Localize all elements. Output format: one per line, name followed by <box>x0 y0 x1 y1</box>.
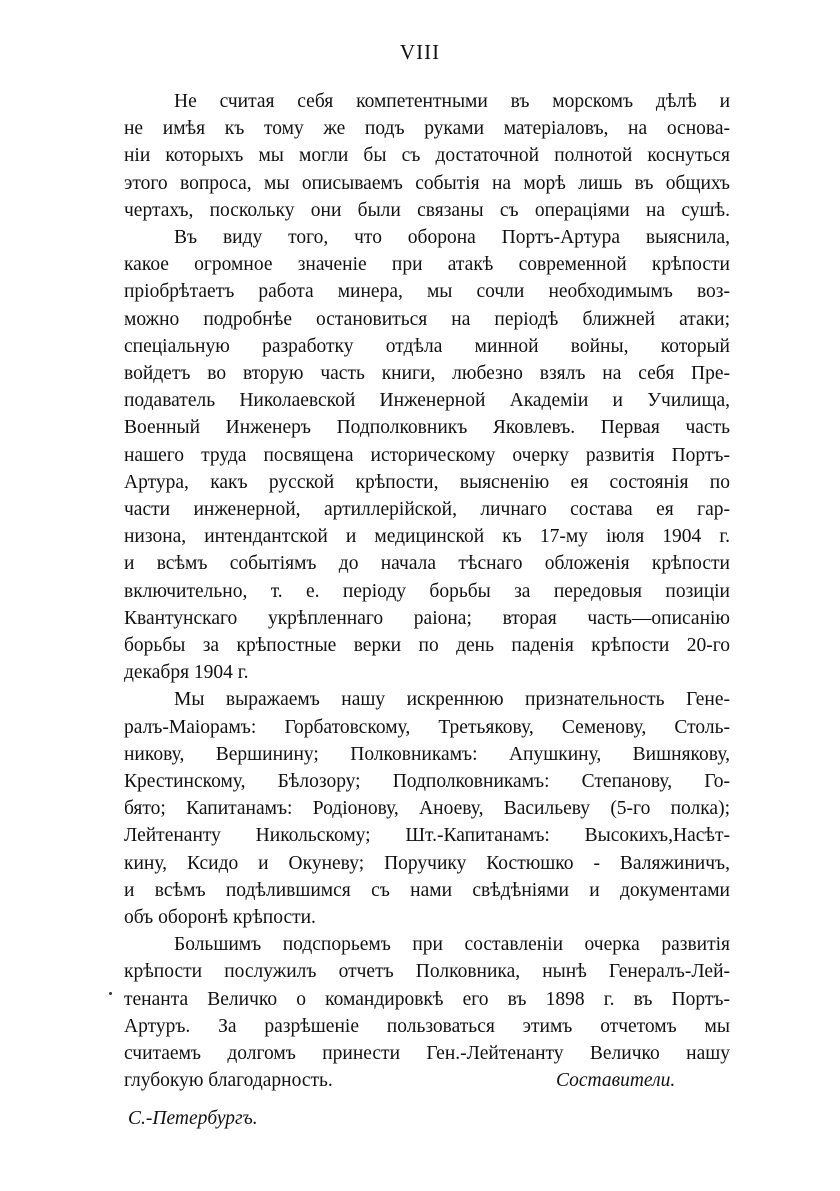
text-line: и всѣмъ подѣлившимся съ нами свѣдѣніями и документами <box>124 879 730 901</box>
text-line: тенанта Величко о командировкѣ его въ 1898 г. въ Портъ- <box>124 988 730 1010</box>
text-line: Въ виду того, что оборона Портъ-Артура выяснила, <box>174 227 730 248</box>
text-line: Артуръ. За разрѣшеніе пользоваться этимъ отчетомъ мы <box>124 1015 730 1037</box>
text-line: Квантунскаго укрѣпленнаго раіона; вторая часть—описанію <box>124 607 730 629</box>
text-line: декабря 1904 г. <box>124 662 249 684</box>
text-line: нашего труда посвящена историческому очерку развитія Портъ- <box>124 444 730 466</box>
text-line: Военный Инженеръ Подполковникъ Яковлевъ. Первая часть <box>124 417 730 439</box>
text-line: борьбы за крѣпостные верки по день паденія крѣпости 20-го <box>124 635 730 656</box>
text-line: кину, Ксидо и Окуневу; Поручику Костюшко - Валяжиничъ, <box>124 852 730 874</box>
text-line: чертахъ, поскольку они были связаны съ операціями на сушѣ. <box>124 199 730 221</box>
signature: Составители. <box>556 1070 676 1092</box>
text-line: части инженерной, артиллерійской, личнаго состава ея гар- <box>124 499 730 520</box>
print-speck <box>109 992 112 995</box>
text-line: спеціальную разработку отдѣла минной войны, который <box>124 335 730 357</box>
text-line: никову, Вершинину; Полковникамъ: Апушкину, Вишнякову, <box>124 743 730 765</box>
text-line: пріобрѣтаетъ работа минера, мы сочли необходимымъ воз- <box>124 281 730 303</box>
text-line: Крестинскому, Бѣлозору; Подполковникамъ: Степанову, Го- <box>124 771 730 792</box>
text-line: Мы выражаемъ нашу искреннюю признательность Гене- <box>174 689 730 711</box>
text-line: Артура, какъ русской крѣпости, выясненію ея состоянія по <box>124 471 730 493</box>
text-line: крѣпости послужилъ отчетъ Полковника, нынѣ Генералъ-Лей- <box>124 961 730 983</box>
text-line: не имѣя къ тому же подъ руками матеріаловъ, на основа- <box>124 118 730 140</box>
text-line: какое огромное значеніе при атакѣ современной крѣпости <box>124 254 730 276</box>
text-line: Лейтенанту Никольскому; Шт.-Капитанамъ: Высокихъ,Насѣт- <box>124 825 730 847</box>
text-line: этого вопроса, мы описываемъ событія на морѣ лишь въ общихъ <box>124 172 730 194</box>
text-line: подаватель Николаевской Инженерной Академіи и Училища, <box>124 390 730 412</box>
text-line: ралъ-Маіорамъ: Горбатовскому, Третьякову, Семенову, Столь- <box>124 716 730 738</box>
place-name: С.-Петербургъ. <box>128 1108 258 1130</box>
page-number: VIII <box>399 40 441 64</box>
text-line: ніи которыхъ мы могли бы съ достаточной полнотой коснуться <box>124 145 730 167</box>
text-line: объ оборонѣ крѣпости. <box>124 907 316 928</box>
text-line: и всѣмъ событіямъ до начала тѣснаго обложенія крѣпости <box>124 553 730 575</box>
text-line: глубокую благодарность. <box>124 1070 333 1092</box>
text-line: включительно, т. е. періоду борьбы за передовыя позиціи <box>124 580 730 602</box>
text-line: Не считая себя компетентными въ морскомъ дѣлѣ и <box>174 91 730 112</box>
text-line: бято; Капитанамъ: Родіонову, Аноеву, Васильеву (5-го полка); <box>124 798 730 820</box>
text-line: Большимъ подспорьемъ при составленіи очерка развитія <box>174 934 730 956</box>
text-line: низона, интендантской и медицинской къ 17-му іюля 1904 г. <box>124 526 730 548</box>
text-line: войдетъ во вторую часть книги, любезно взялъ на себя Пре- <box>124 363 730 384</box>
text-line: можно подробнѣе остановиться на періодѣ ближней атаки; <box>124 308 730 330</box>
text-line: считаемъ долгомъ принести Ген.-Лейтенанту Величко нашу <box>124 1043 730 1064</box>
